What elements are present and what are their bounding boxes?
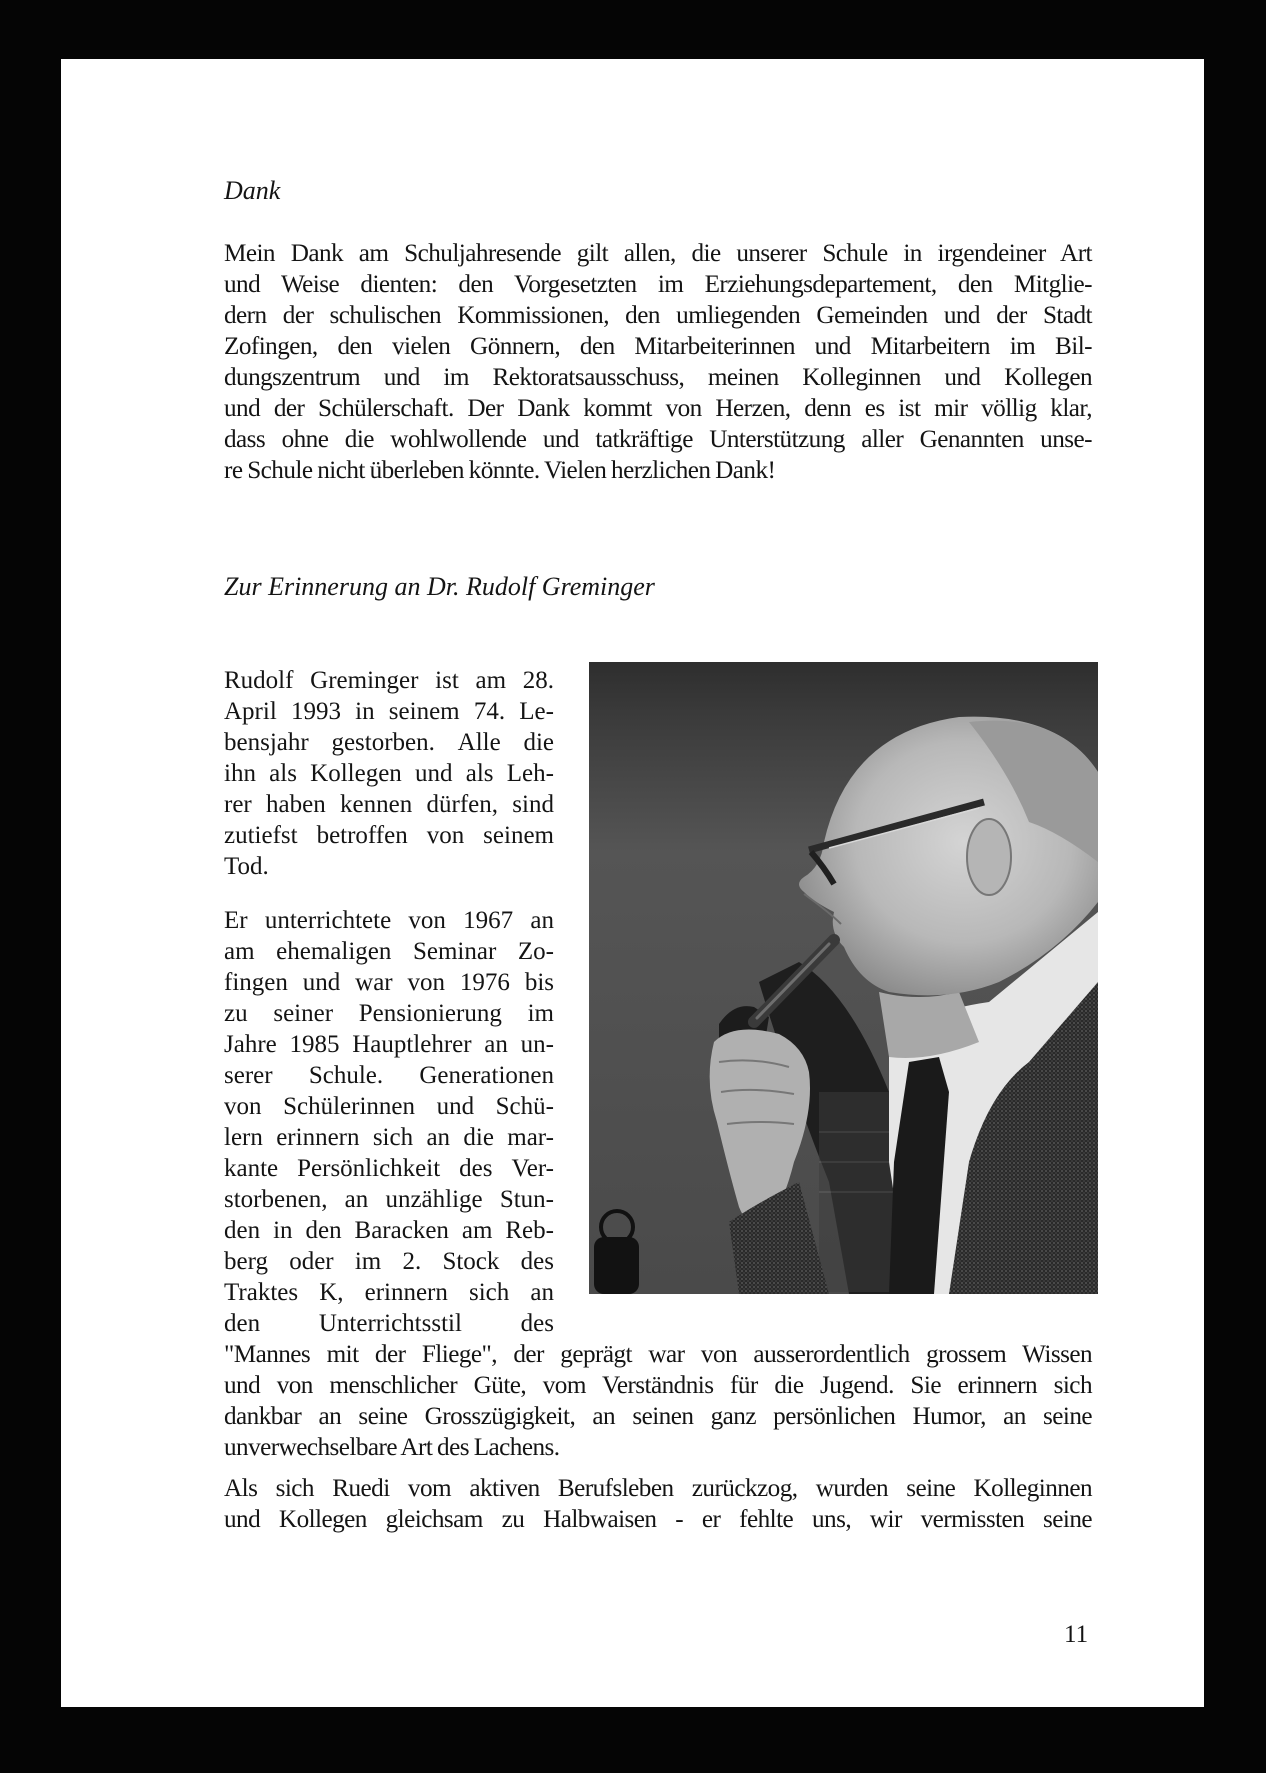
paragraph-obituary-retirement <box>224 1473 1092 1535</box>
text-line: Als sich Ruedi vom aktiven Berufsleben zurückzog, wurden seine Kolleginnen <box>224 1475 1092 1502</box>
text-line: Traktes K, erinnern sich an <box>224 1279 554 1306</box>
text-line: storbenen, an unzählige Stun- <box>224 1186 554 1213</box>
text-line: den Unterrichtsstil des <box>224 1310 554 1337</box>
text-line: Jahre 1985 Hauptlehrer an un- <box>224 1031 554 1058</box>
text-line: und der Schülerschaft. Der Dank kommt von Herzen, denn es ist mir völlig klar, <box>224 395 1092 422</box>
text-line: Zofingen, den vielen Gönnern, den Mitarbeiterinnen und Mitarbeitern im Bil- <box>224 333 1092 360</box>
paragraph-dank <box>224 238 1092 486</box>
paragraph-obituary-career <box>224 905 554 1339</box>
text-line: und von menschlicher Güte, vom Verständnis für die Jugend. Sie erinnern sich <box>224 1372 1092 1399</box>
section-heading-erinnerung: Zur Erinnerung an Dr. Rudolf Greminger <box>224 572 655 601</box>
text-line: kante Persönlichkeit des Ver- <box>224 1155 554 1182</box>
text-line: Tod. <box>224 853 269 880</box>
text-line: dankbar an seine Grosszügigkeit, an seinen ganz persönlichen Humor, an seine <box>224 1403 1092 1430</box>
text-line: ihn als Kollegen und als Leh- <box>224 760 554 787</box>
text-line: dern der schulischen Kommissionen, den umliegenden Gemeinden und der Stadt <box>224 302 1092 329</box>
text-line: unverwechselbare Art des Lachens. <box>224 1434 560 1461</box>
text-line: rer haben kennen dürfen, sind <box>224 791 554 818</box>
paragraph-obituary-continuation <box>224 1339 1092 1463</box>
portrait-illustration <box>589 662 1098 1294</box>
text-line: bensjahr gestorben. Alle die <box>224 729 554 756</box>
text-line: und Weise dienten: den Vorgesetzten im Erziehungsdepartement, den Mitglie- <box>224 271 1092 298</box>
text-line: re Schule nicht überleben könnte. Vielen herzlichen Dank! <box>224 457 776 484</box>
portrait-photo <box>589 662 1098 1294</box>
text-line: berg oder im 2. Stock des <box>224 1248 554 1275</box>
paragraph-obituary-intro <box>224 665 554 882</box>
text-line: lern erinnern sich an die mar- <box>224 1124 554 1151</box>
text-line: zu seiner Pensionierung im <box>224 1000 554 1027</box>
text-line: April 1993 in seinem 74. Le- <box>224 698 554 725</box>
text-line: Rudolf Greminger ist am 28. <box>224 667 554 694</box>
text-line: dass ohne die wohlwollende und tatkräftige Unterstützung aller Genannten unse- <box>224 426 1092 453</box>
text-line: "Mannes mit der Fliege", der geprägt war von ausserordentlich grossem Wissen <box>224 1341 1092 1368</box>
section-heading-dank: Dank <box>224 176 281 205</box>
text-line: von Schülerinnen und Schü- <box>224 1093 554 1120</box>
text-line: dungszentrum und im Rektoratsausschuss, meinen Kolleginnen und Kollegen <box>224 364 1092 391</box>
text-line: und Kollegen gleichsam zu Halbwaisen - er fehlte uns, wir vermissten seine <box>224 1506 1092 1533</box>
text-line: serer Schule. Generationen <box>224 1062 554 1089</box>
text-line: zutiefst betroffen von seinem <box>224 822 554 849</box>
text-line: am ehemaligen Seminar Zo- <box>224 938 554 965</box>
text-line: fingen und war von 1976 bis <box>224 969 554 996</box>
text-line: den in den Baracken am Reb- <box>224 1217 554 1244</box>
page-number: 11 <box>1064 1621 1089 1648</box>
text-line: Mein Dank am Schuljahresende gilt allen, die unserer Schule in irgendeiner Art <box>224 240 1092 267</box>
text-line: Er unterrichtete von 1967 an <box>224 907 554 934</box>
